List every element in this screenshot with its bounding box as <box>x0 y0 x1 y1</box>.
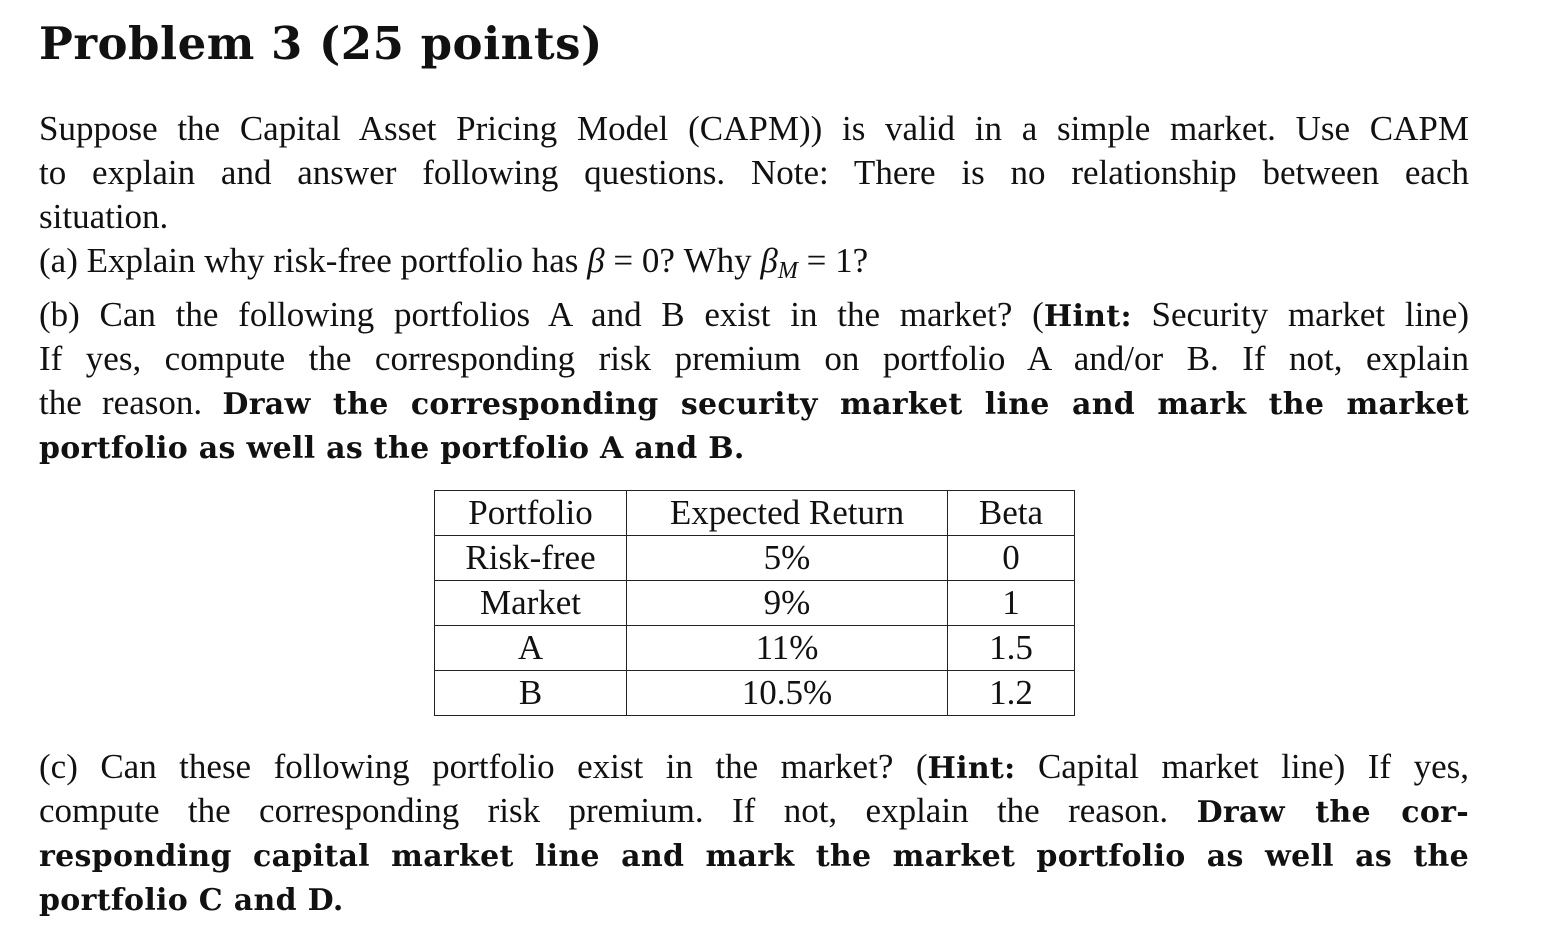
cell-portfolio: B <box>435 671 627 716</box>
cell-expected-return: 10.5% <box>627 671 948 716</box>
table-row <box>435 626 1075 671</box>
part-c-body <box>39 745 1469 923</box>
beta-symbol: β <box>587 241 605 280</box>
part-b-hint-label: Hint: <box>1043 299 1132 334</box>
part-c-line-3 <box>39 833 1469 877</box>
cell-beta: 1.2 <box>948 671 1075 716</box>
cell-portfolio: A <box>435 626 627 671</box>
part-b-line-3 <box>39 381 1469 425</box>
part-b-line1-pre: (b) Can the following portfolios A and B exist in the market? ( <box>39 295 1044 334</box>
cell-expected-return: 5% <box>627 536 948 581</box>
table-row <box>435 536 1075 581</box>
beta-m-symbol: β <box>760 241 778 280</box>
cell-portfolio: Risk-free <box>435 536 627 581</box>
beta-m-subscript: M <box>777 258 798 284</box>
problem-body <box>39 107 1469 471</box>
part-b-line3-pre: the reason. <box>39 383 223 422</box>
header-portfolio: Portfolio <box>435 491 627 536</box>
part-a-eq1: = 0? Why <box>604 241 761 280</box>
part-a-prefix: (a) Explain why risk-free portfolio has <box>39 241 588 280</box>
part-b-line4-bold: portfolio as well as the portfolio A and B. <box>39 431 745 466</box>
cell-beta: 1.5 <box>948 626 1075 671</box>
table-header-row <box>435 491 1075 536</box>
cell-portfolio: Market <box>435 581 627 626</box>
problem-title: Problem 3 (25 points) <box>39 17 603 70</box>
part-b-line-1 <box>39 293 1469 337</box>
cell-beta: 1 <box>948 581 1075 626</box>
cell-expected-return: 9% <box>627 581 948 626</box>
cell-beta: 0 <box>948 536 1075 581</box>
part-b-line3-bold: Draw the corresponding security market line and mark the market <box>222 387 1469 422</box>
part-c-line2-bold: Draw the cor- <box>1196 795 1469 830</box>
part-c-line4-bold: portfolio C and D. <box>39 883 344 918</box>
part-b-line-4 <box>39 425 1469 471</box>
part-c-hint-label: Hint: <box>927 751 1016 786</box>
part-c-line1-post: Capital market line) If yes, <box>1015 747 1469 786</box>
part-c-line-4 <box>39 877 1469 923</box>
part-c-line-2 <box>39 789 1469 833</box>
part-b-line1-post: Security market line) <box>1131 295 1469 334</box>
part-b-line-2: If yes, compute the corresponding risk premium on portfolio A and/or B. If not, explain <box>39 339 1469 378</box>
intro-line-1: Suppose the Capital Asset Pricing Model (CAPM)) is valid in a simple market. Use CAPM <box>39 109 1469 148</box>
intro-line-2: to explain and answer following questions. Note: There is no relationship between each <box>39 153 1469 192</box>
header-beta: Beta <box>948 491 1075 536</box>
intro-line-3: situation. <box>39 197 169 236</box>
part-a-question <box>39 239 1469 293</box>
part-c-line3-bold: responding capital market line and mark the market portfolio as well as the <box>39 839 1469 874</box>
table-row <box>435 581 1075 626</box>
portfolio-table <box>434 490 1075 716</box>
part-c-line-1 <box>39 745 1469 789</box>
part-c-line1-pre: (c) Can these following portfolio exist in the market? ( <box>39 747 928 786</box>
table-row <box>435 671 1075 716</box>
part-c-line2-pre: compute the corresponding risk premium. If not, explain the reason. <box>39 791 1197 830</box>
cell-expected-return: 11% <box>627 626 948 671</box>
header-expected-return: Expected Return <box>627 491 948 536</box>
part-a-eq2: = 1? <box>797 241 869 280</box>
